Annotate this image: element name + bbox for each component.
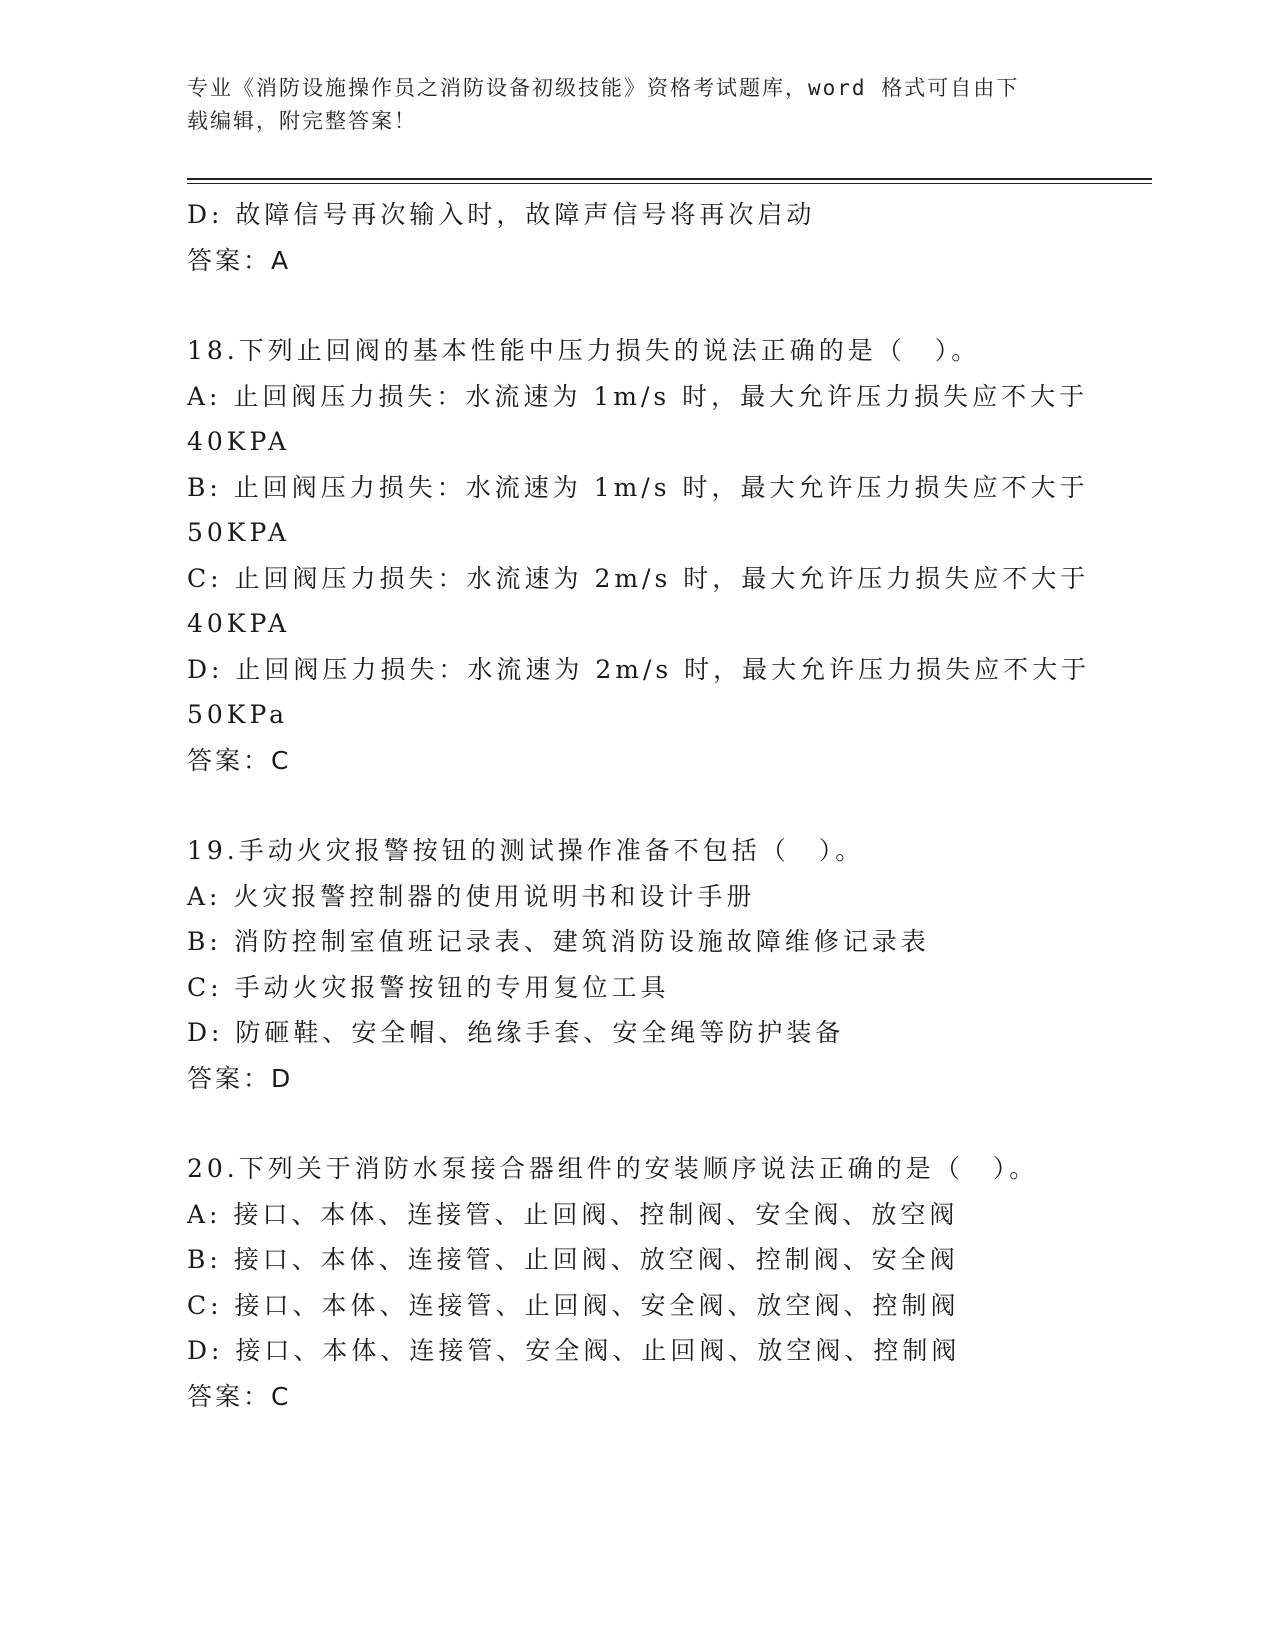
question-line: C: 接口、本体、连接管、止回阀、安全阀、放空阀、控制阀 xyxy=(187,1290,960,1320)
question-line: 40KPA xyxy=(187,609,291,638)
header-line-2: 载编辑，附完整答案！ xyxy=(187,109,417,133)
question-block xyxy=(187,328,1091,783)
question-line: A: 接口、本体、连接管、止回阀、控制阀、安全阀、放空阀 xyxy=(187,1199,959,1229)
question-line: C: 手动火灾报警按钮的专用复位工具 xyxy=(187,972,670,1002)
header-rule-thin xyxy=(187,183,1152,184)
answer-line: 答案：C xyxy=(187,1381,292,1411)
question-line: B: 止回阀压力损失：水流速为 1m/s 时，最大允许压力损失应不大于 xyxy=(187,472,1089,502)
spacer xyxy=(187,783,1087,828)
answer-line: 答案：C xyxy=(187,745,292,775)
question-line: 50KPa xyxy=(187,700,289,729)
question-line: A: 火灾报警控制器的使用说明书和设计手册 xyxy=(187,881,756,911)
question-line: B: 接口、本体、连接管、止回阀、放空阀、控制阀、安全阀 xyxy=(187,1245,959,1274)
question-line: 50KPA xyxy=(187,518,291,547)
question-line: D: 防砸鞋、安全帽、绝缘手套、安全绳等防护装备 xyxy=(187,1018,845,1047)
question-line: D: 止回阀压力损失：水流速为 2m/s 时，最大允许压力损失应不大于 xyxy=(187,654,1091,684)
question-line: A: 止回阀压力损失：水流速为 1m/s 时，最大允许压力损失应不大于 xyxy=(187,381,1089,411)
header-rule-thick xyxy=(187,178,1152,180)
question-line: D: 接口、本体、连接管、安全阀、止回阀、放空阀、控制阀 xyxy=(187,1336,961,1365)
question-block xyxy=(187,828,1087,1101)
question-line: 40KPA xyxy=(187,427,291,456)
question-line: D: 故障信号再次输入时，故障声信号将再次启动 xyxy=(187,200,816,229)
question-stem: 18.下列止回阀的基本性能中压力损失的说法正确的是（ ）。 xyxy=(187,336,981,365)
question-block xyxy=(187,192,1087,283)
spacer xyxy=(187,283,1087,328)
question-stem: 20.下列关于消防水泵接合器组件的安装顺序说法正确的是（ ）。 xyxy=(187,1154,1039,1183)
answer-line: 答案：A xyxy=(187,245,292,275)
header-line-1: 专业《消防设施操作员之消防设备初级技能》资格考试题库，word 格式可自由下 xyxy=(187,76,1020,100)
spacer xyxy=(187,1101,1087,1146)
question-line: B: 消防控制室值班记录表、建筑消防设施故障维修记录表 xyxy=(187,927,930,956)
answer-line: 答案：D xyxy=(187,1063,294,1093)
question-block xyxy=(187,1146,1087,1419)
document-header xyxy=(187,72,1087,138)
question-line: C: 止回阀压力损失：水流速为 2m/s 时，最大允许压力损失应不大于 xyxy=(187,563,1090,593)
question-list xyxy=(187,192,1091,1419)
question-stem: 19.手动火灾报警按钮的测试操作准备不包括（ ）。 xyxy=(187,836,865,865)
